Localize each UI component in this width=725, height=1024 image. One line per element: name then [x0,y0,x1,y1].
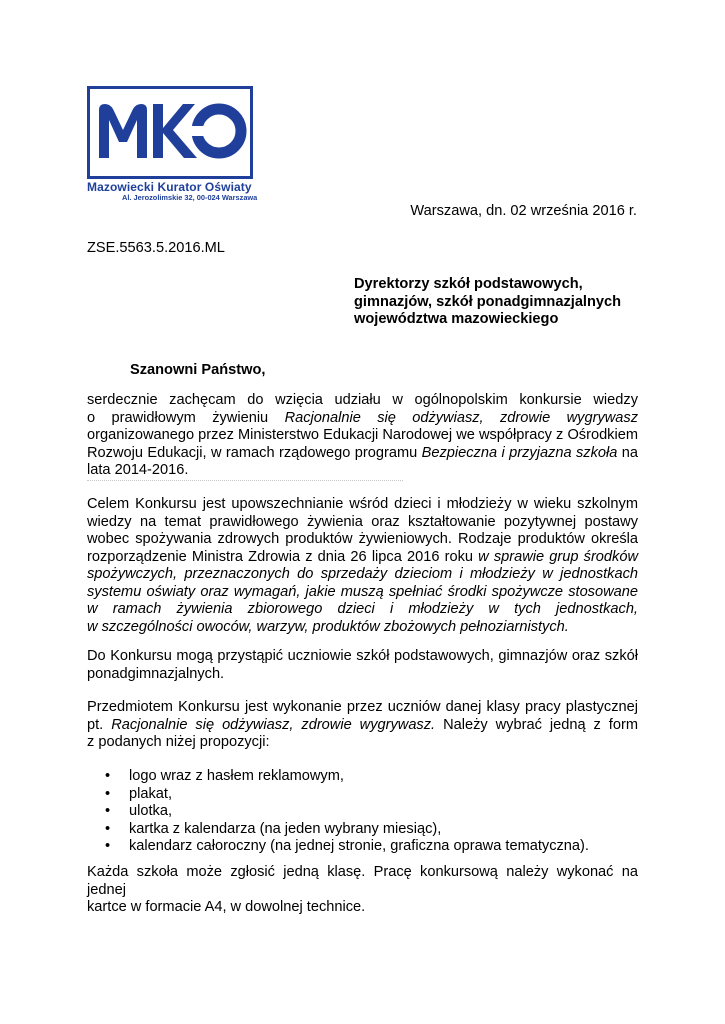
text-line: Każda szkoła może zgłosić jedną klasę. Pracę konkursową należy wykonać na jednej [87,864,638,898]
text-line: Przedmiotem Konkursu jest wykonanie przez uczniów danej klasy pracy plastycznej [87,699,638,715]
list-item [87,803,589,821]
text-line [87,462,403,481]
text-run: lata 2014-2016. [87,462,189,478]
text-line: wiedzy na temat prawidłowego żywienia oraz kształtowanie pozytywnej postawy [87,513,638,530]
text-run: na [617,444,638,461]
text-line [87,410,638,428]
regulation-title: spożywczych, przeznaczonych do sprzedaży dzieciom i młodzieży w jednostkach [87,566,638,582]
text-line: wobec spożywania zdrowych produktów żywieniowych. Rodzaje produktów określa [87,531,638,547]
addressee-line: Dyrektorzy szkół podstawowych, [354,276,583,292]
regulation-title: w szczególności owoców, warzyw, produktów zbożowych pełnoziarnistych. [87,618,569,635]
bullet-icon: • [105,785,111,802]
text-line [87,601,638,619]
org-address: Al. Jerozolimskie 32, 00-024 Warszawa [122,193,258,202]
contest-title: Racjonalnie się odżywiasz, zdrowie wygrywasz. [111,716,436,733]
text-line [87,566,638,584]
text-line: kartce w formacie A4, w dowolnej technice. [87,899,366,915]
org-name: Mazowiecki Kurator Oświaty [87,180,252,194]
reference-number: ZSE.5563.5.2016.ML [87,240,225,256]
list-item [87,838,589,856]
regulation-title: w sprawie grup środków [478,548,638,565]
bullet-icon: • [105,803,111,819]
text-run: o prawidłowym żywieniu [87,409,285,426]
bullet-icon: • [105,820,111,837]
mko-logo [87,86,253,179]
text-line [87,619,638,637]
contest-title: Racjonalnie się odżywiasz, zdrowie wygrywasz [284,409,639,426]
list-item-text: kalendarz całoroczny (na jednej stronie, graficzna oprawa tematyczna). [129,838,589,854]
addressee-line: gimnazjów, szkół ponadgimnazjalnych [354,293,622,310]
text-line [87,445,638,463]
salutation: Szanowni Państwo, [130,362,266,378]
text-run: Rozwoju Edukacji, w ramach rządowego programu [87,444,422,461]
paragraph-submission [87,864,638,917]
text-run: rozporządzenie Ministra Zdrowia z dnia 26 lipca 2016 roku [87,548,479,565]
regulation-title: w ramach żywienia zbiorowego dzieci i młodzieży w tych jednostkach, [87,601,638,617]
text-line: serdecznie zachęcam do wzięcia udziału w ogólnopolskim konkursie wiedzy [87,392,638,408]
addressee-line: województwa mazowieckiego [354,311,559,327]
list-item [87,768,589,786]
list-item-text: logo wraz z hasłem reklamowym, [129,768,344,784]
paragraph-eligibility [87,648,638,683]
paragraph-subject [87,699,638,752]
bullet-icon: • [105,838,111,854]
text-line: Celem Konkursu jest upowszechnianie wśród dzieci i młodzieży w wieku szkolnym [87,496,638,512]
list-item [87,821,589,839]
text-line [87,549,638,567]
list-item [87,786,589,804]
date-line: Warszawa, dn. 02 września 2016 r. [410,203,637,219]
text-line: Do Konkursu mogą przystąpić uczniowie szkół podstawowych, gimnazjów oraz szkół [87,648,638,664]
regulation-title: systemu oświaty oraz wymagań, jakie muszą spełniać środki spożywcze stosowane [87,583,638,600]
text-line [87,717,638,735]
list-item-text: kartka z kalendarza (na jeden wybrany miesiąc), [129,820,442,837]
paragraph-goal [87,496,638,636]
text-line [87,584,638,602]
text-line: ponadgimnazjalnych. [87,665,225,682]
list-item-text: ulotka, [129,803,172,819]
forms-list [87,768,589,856]
text-run: pt. [87,716,112,733]
list-item-text: plakat, [129,785,172,802]
paragraph-intro [87,392,638,481]
text-run: Należy wybrać jedną z form [435,716,638,733]
text-line: organizowanego przez Ministerstwo Edukacji Narodowej we współpracy z Ośrodkiem [87,427,638,443]
program-title: Bezpieczna i przyjazna szkoła [421,444,618,461]
bullet-icon: • [105,768,111,784]
text-line: z podanych niżej propozycji: [87,734,270,750]
addressee-block [354,276,621,329]
